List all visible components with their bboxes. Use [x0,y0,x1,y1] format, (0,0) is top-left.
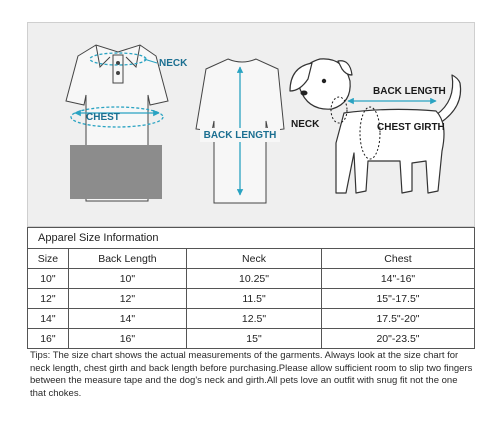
dog-chest-girth-label: CHEST GIRTH [377,122,445,133]
table-row [28,329,475,349]
cell-back-length: 10" [68,269,186,289]
dog-back-length-label: BACK LENGTH [373,86,446,97]
cell-chest: 14"-16" [322,269,475,289]
table-title-row [28,228,475,249]
table-row [28,269,475,289]
dog-neck-label: NECK [291,119,320,130]
cell-chest: 15"-17.5" [322,289,475,309]
measurement-illustration [27,22,475,227]
cell-size: 14" [28,309,69,329]
illustration-svg [28,23,476,228]
cell-neck: 11.5" [187,289,322,309]
header-neck: Neck [187,249,322,269]
cell-neck: 12.5" [187,309,322,329]
cell-back-length: 16" [68,329,186,349]
cell-chest: 20"-23.5" [322,329,475,349]
dog-eye [322,79,326,83]
shirt-neck-label: NECK [159,58,188,69]
cell-neck: 15" [187,329,322,349]
table-header-row [28,249,475,269]
table-row [28,309,475,329]
table-title: Apparel Size Information [28,228,475,249]
sizing-tips: Tips: The size chart shows the actual measurements of the garments. Always look at the size chart for neck length, chest girth and back length before purchasing.Please allow sufficient room to slip two fingers between the measure tape and the dog's neck and girth.All pets love an outfit with snug fit not the one that chokes. [30,350,473,399]
header-chest: Chest [322,249,475,269]
shirt-chest-label: CHEST [86,112,120,123]
cell-size: 16" [28,329,69,349]
cell-back-length: 14" [68,309,186,329]
size-table [27,227,475,349]
cell-size: 10" [28,269,69,289]
cell-neck: 10.25" [187,269,322,289]
table-row [28,289,475,309]
shirt-back-length-label: BACK LENGTH [203,130,277,141]
cell-back-length: 12" [68,289,186,309]
cell-size: 12" [28,289,69,309]
dog-nose [301,91,308,96]
cell-chest: 17.5"-20" [322,309,475,329]
header-size: Size [28,249,69,269]
header-back-length: Back Length [68,249,186,269]
